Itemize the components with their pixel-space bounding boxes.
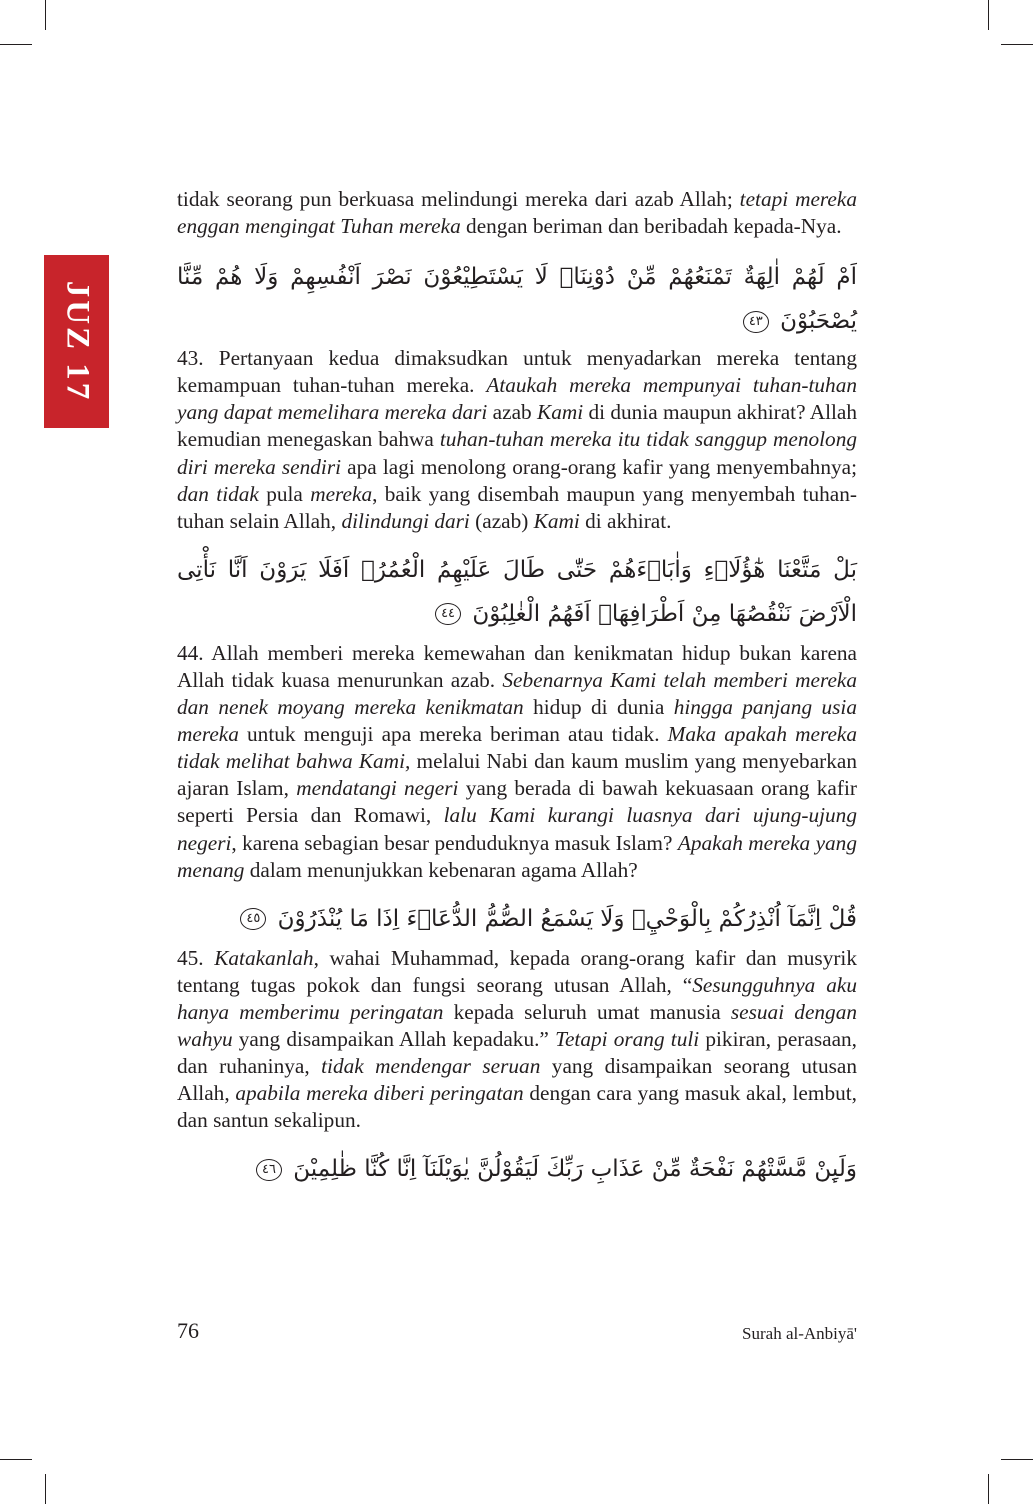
verse-46 [177,1147,857,1191]
text-span: dalam menunjukkan kebenaran agama Allah? [244,857,638,882]
emphasis-span: Tetapi orang tuli [555,1026,700,1051]
verse-44-text: بَلْ مَتَّعْنَا هٰٓؤُلَاۤءِ وَاٰبَاۤءَهُمْ حَتّٰى طَالَ عَلَيْهِمُ الْعُمُرُۗ اَفَلَا يَرَوْنَ اَنَّا نَأْتِى الْاَرْضَ نَنْقُصُهَا مِنْ اَطْرَافِهَاۗ اَفَهُمُ الْغٰلِبُوْنَ [177,556,857,627]
crop-mark-bottom-right-horizontal [1001,1459,1033,1460]
emphasis-span: sesuai dengan wahyu [177,999,857,1051]
text-span: azab [487,400,538,425]
emphasis-span: hingga panjang usia mereka [177,695,857,747]
commentary-43 [177,345,857,535]
emphasis-span: mendatangi negeri [296,776,459,801]
ayah-number-45: ٤٥ [240,908,266,930]
verse-43-text: اَمْ لَهُمْ اٰلِهَةٌ تَمْنَعُهُمْ مِّنْ دُوْنِنَاۗ لَا يَسْتَطِيْعُوْنَ نَصْرَ اَنْفُسِهِمْ وَلَا هُمْ مِّنَّا يُصْحَبُوْنَ [177,264,857,335]
text-span: yang berada di bawah kekuasaan orang kafir seperti Persia dan Romawi, [177,776,857,828]
text-span: dengan beriman dan beribadah kepada-Nya. [460,214,842,239]
crop-mark-top-left-horizontal [0,44,32,45]
crop-mark-bottom-left-horizontal [0,1459,32,1460]
emphasis-span: Maka apakah mereka tidak melihat bahwa Kami, [177,722,857,774]
emphasis-span: Ataukah mereka mempunyai tuhan-tuhan yang dapat memelihara mereka dari [177,373,858,425]
text-span: , baik yang disembah maupun yang menyembah tuhan-tuhan selain Allah, [177,481,857,533]
emphasis-span: tuhan-tuhan mereka itu tidak sanggup menolong diri mereka sendiri [177,427,858,479]
intro-paragraph [177,186,857,240]
emphasis-span: Sesungguhnya aku hanya memberimu peringatan [177,972,857,1024]
text-span: melalui Nabi dan kaum muslim yang menyebarkan ajaran Islam, [177,749,857,801]
text-span: pula [258,481,311,506]
emphasis-span: Kami [533,508,580,533]
commentary-44 [177,640,857,884]
text-span: , karena sebagian besar penduduknya masuk Islam? [231,830,678,855]
crop-mark-bottom-left-vertical [45,1474,46,1504]
text-span: (azab) [469,508,534,533]
emphasis-span: apabila mereka diberi peringatan [235,1081,524,1106]
text-span: kepada seluruh umat manusia [443,999,731,1024]
emphasis-span: Kami [537,400,584,425]
text-span: di akhirat. [579,508,672,533]
text-span: , wahai Muhammad, kepada orang-orang kafir dan musyrik tentang tugas pokok dan fungsi seorang utusan Allah, “ [177,945,857,997]
juz-tab-label: JUZ 17 [59,280,95,403]
text-span: pikiran, perasaan, dan ruhaninya, [177,1026,858,1079]
verse-43 [177,255,857,343]
text-span: 45. [177,945,215,970]
text-span: di dunia maupun akhirat? Allah kemudian menegaskan bahwa [177,400,858,452]
running-footer-surah: Surah al-Anbiyā' [742,1324,857,1343]
verse-44 [177,548,857,636]
text-span: 44. Allah memberi mereka kemewahan dan kenikmatan hidup bukan karena Allah tidak kuasa menurunkan azab. [177,640,857,692]
emphasis-span: tetapi mereka enggan mengingat Tuhan mereka [177,187,857,239]
ayah-number-43: ٤٣ [743,311,769,333]
emphasis-span: mereka [310,481,373,506]
emphasis-span: Sebenarnya Kami telah memberi mereka dan nenek moyang mereka kenikmatan [177,667,858,720]
emphasis-span: dan tidak [177,481,259,506]
crop-mark-top-left-vertical [45,0,46,30]
ayah-number-46: ٤٦ [256,1159,282,1181]
text-span: 43. Pertanyaan kedua dimaksudkan untuk menyadarkan mereka tentang kemampuan tuhan-tuhan mereka. [177,346,857,398]
text-span: yang disampaikan Allah kepadaku.” [232,1026,556,1051]
text-span: hidup di dunia [523,695,674,720]
text-span: tidak seorang pun berkuasa melindungi mereka dari azab Allah; [177,187,740,211]
verse-45 [177,897,857,941]
emphasis-span: dilindungi dari [341,508,470,533]
emphasis-span: Apakah mereka yang menang [177,830,857,882]
text-span: dengan cara yang masuk akal, lembut, dan santun sekalipun. [177,1081,857,1133]
juz-tab [44,255,109,428]
crop-mark-top-right-vertical [988,0,989,30]
crop-mark-bottom-right-vertical [988,1474,989,1504]
text-span: yang disampaikan seorang utusan Allah, [177,1054,857,1106]
ayah-number-44: ٤٤ [435,603,461,625]
emphasis-span: tidak mendengar seruan [321,1054,541,1079]
text-span: apa lagi menolong orang-orang kafir yang menyembahnya; [341,454,857,479]
page-number: 76 [177,1318,199,1343]
verse-46-text: وَلَىِٕنْ مَّسَّتْهُمْ نَفْحَةٌ مِّنْ عَذَابِ رَبِّكَ لَيَقُوْلُنَّ يٰوَيْلَنَآ اِنَّا كُنَّا ظٰلِمِيْنَ [293,1156,857,1183]
verse-45-text: قُلْ اِنَّمَآ اُنْذِرُكُمْ بِالْوَحْيِۖ وَلَا يَسْمَعُ الصُّمُّ الدُّعَاۤءَ اِذَا مَا يُنْذَرُوْنَ [277,905,857,932]
crop-mark-top-right-horizontal [1001,44,1033,45]
text-span: untuk menguji apa mereka beriman atau tidak. [238,722,668,747]
emphasis-span: Katakanlah [214,945,314,970]
emphasis-span: lalu Kami kurangi luasnya dari ujung-ujung negeri [177,803,857,855]
page-content [177,186,857,1191]
commentary-45 [177,945,857,1135]
